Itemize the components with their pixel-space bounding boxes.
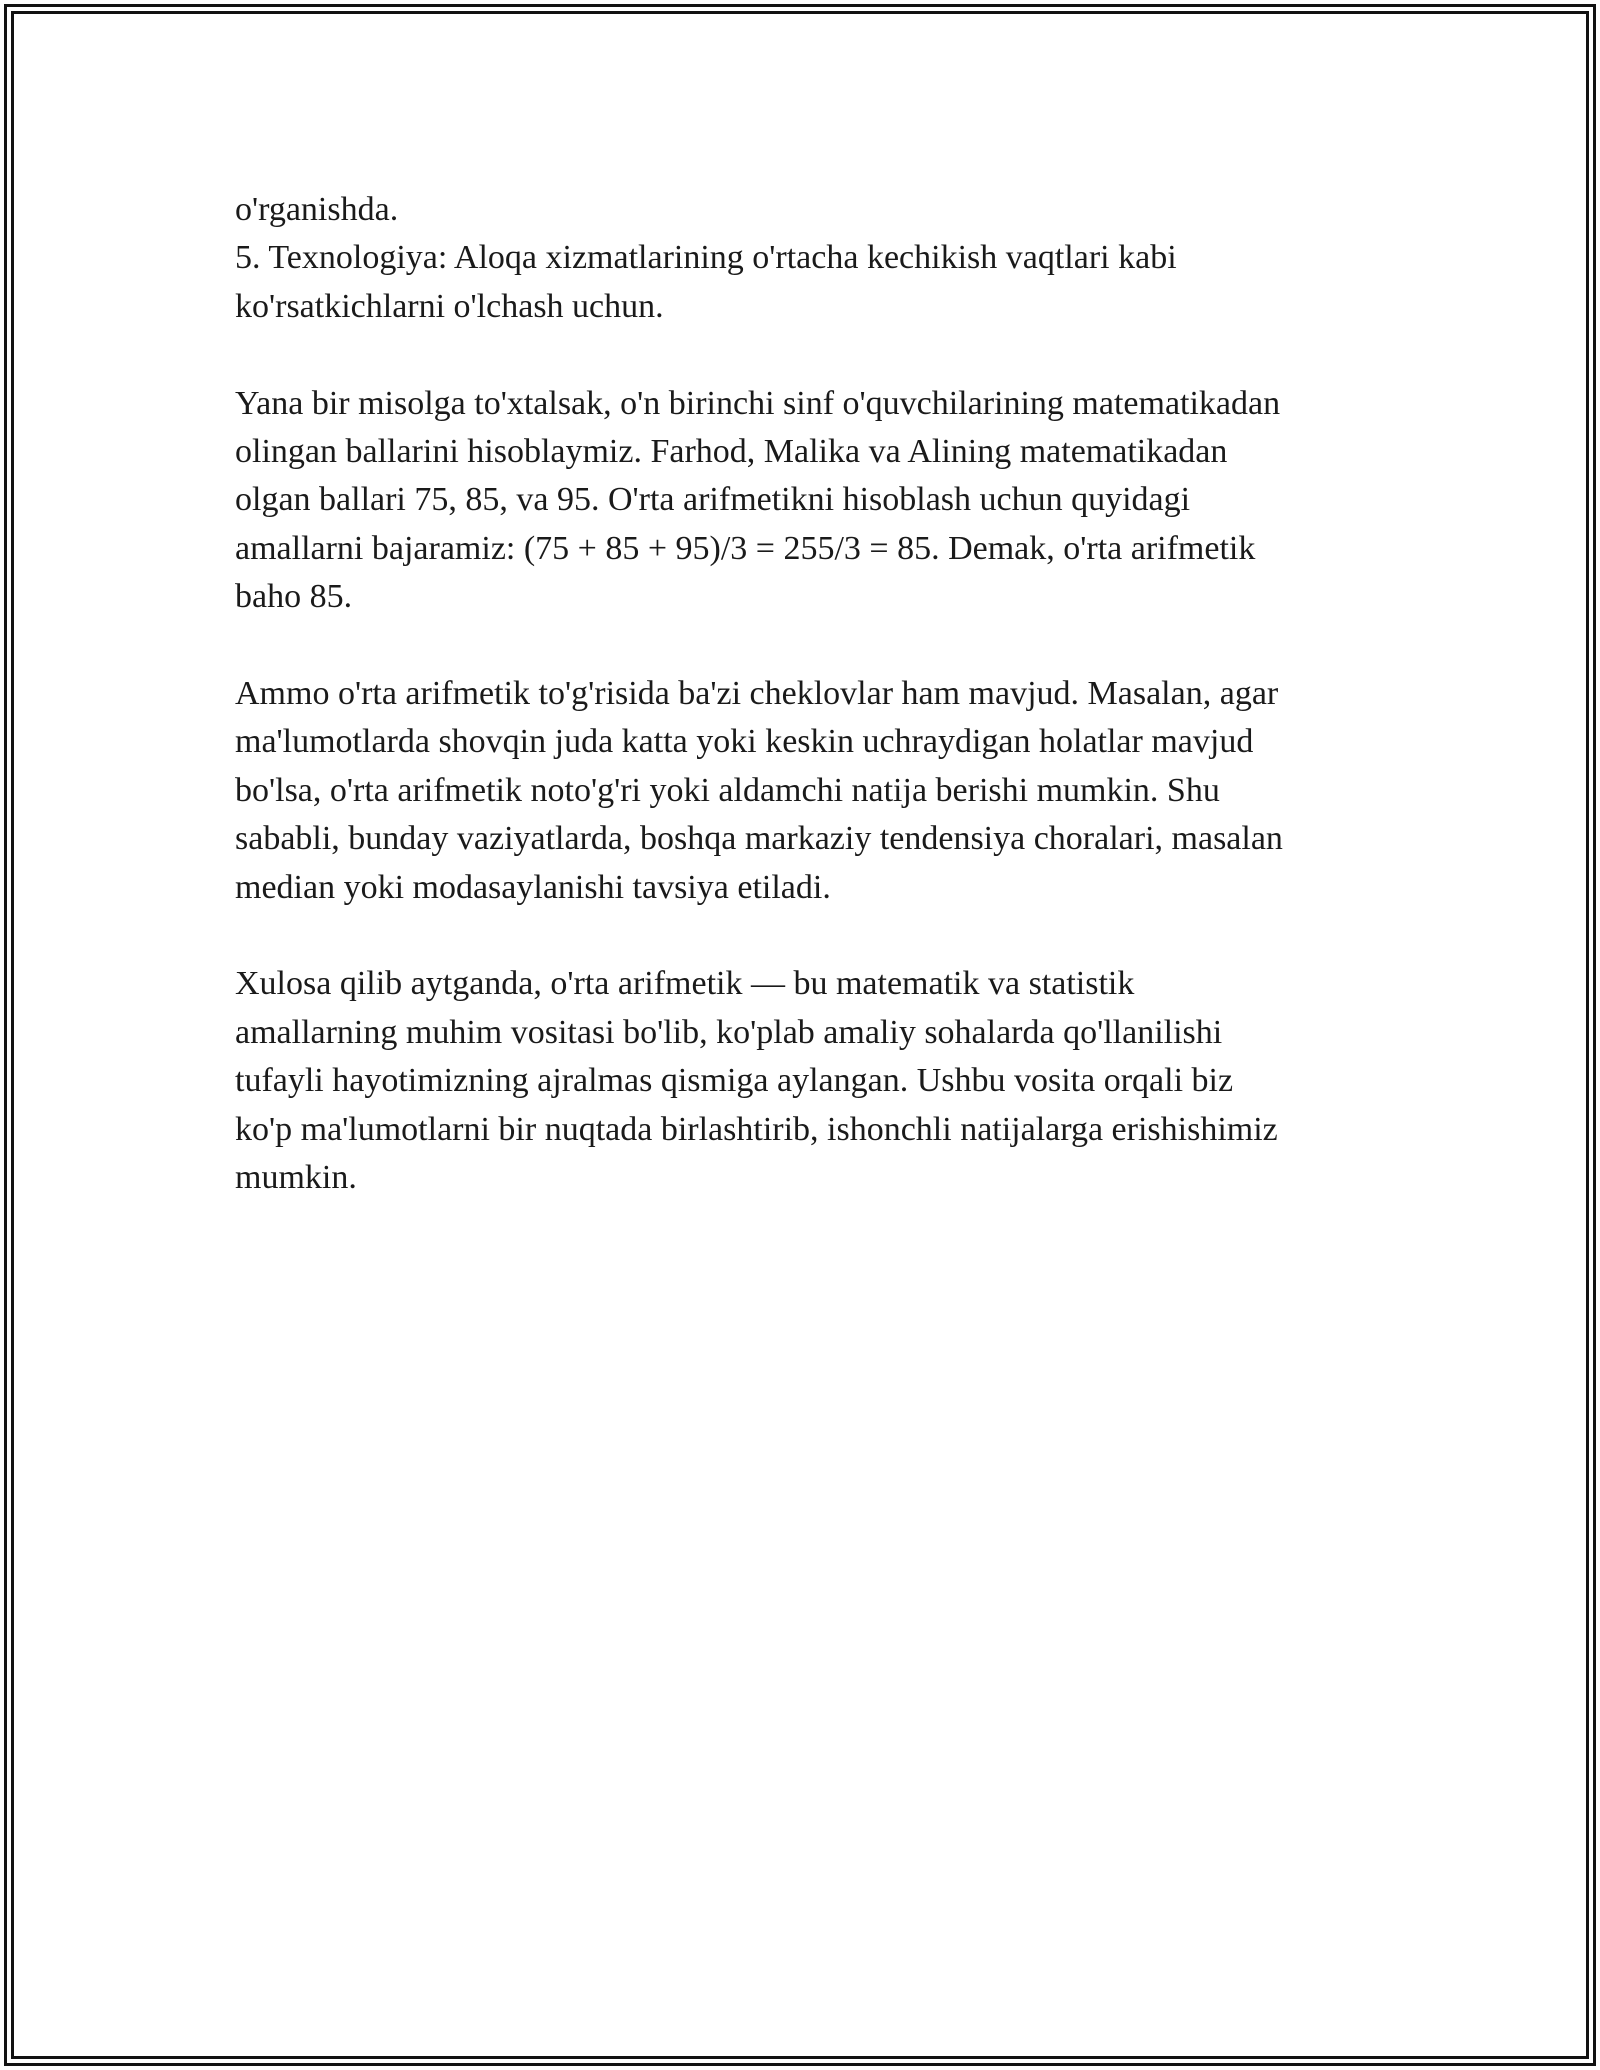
text-line: amallarni bajaramiz: (75 + 85 + 95)/3 = 255/3 = 85. Demak, o'rta arifmetik [235, 529, 1256, 567]
text-line: amallarning muhim vositasi bo'lib, ko'plab amaliy sohalarda qo'llanilishi [235, 1013, 1223, 1051]
text-line: 5. Texnologiya: Aloqa xizmatlarining o'rtacha kechikish vaqtlari kabi [235, 239, 1177, 277]
document-body [235, 186, 1395, 1251]
text-line: Yana bir misolga to'xtalsak, o'n birinchi sinf o'quvchilarining matematikadan [235, 384, 1281, 422]
paragraph-1 [235, 186, 1395, 331]
text-line: baho 85. [235, 578, 353, 616]
text-line: olgan ballari 75, 85, va 95. O'rta arifmetikni hisoblash uchun quyidagi [235, 481, 1191, 519]
paragraph-4 [235, 960, 1395, 1202]
text-line: median yoki modasaylanishi tavsiya etiladi. [235, 868, 831, 906]
text-line: olingan ballarini hisoblaymiz. Farhod, Malika va Alining matematikadan [235, 433, 1228, 471]
text-line: tufayli hayotimizning ajralmas qismiga aylangan. Ushbu vosita orqali biz [235, 1062, 1234, 1100]
text-line: sababli, bunday vaziyatlarda, boshqa markaziy tendensiya choralari, masalan [235, 820, 1283, 858]
text-line: bo'lsa, o'rta arifmetik noto'g'ri yoki aldamchi natija berishi mumkin. Shu [235, 771, 1220, 809]
paragraph-3 [235, 670, 1395, 912]
text-line: o'rganishda. [235, 191, 399, 228]
text-line: ma'lumotlarda shovqin juda katta yoki keskin uchraydigan holatlar mavjud [235, 723, 1254, 761]
text-line: ko'p ma'lumotlarni bir nuqtada birlashtirib, ishonchli natijalarga erishishimiz [235, 1110, 1278, 1148]
text-line: ko'rsatkichlarni o'lchash uchun. [235, 287, 664, 325]
text-line: mumkin. [235, 1159, 357, 1197]
text-line: Xulosa qilib aytganda, o'rta arifmetik — bu matematik va statistik [235, 965, 1135, 1003]
paragraph-2 [235, 380, 1395, 622]
text-line: Ammo o'rta arifmetik to'g'risida ba'zi cheklovlar ham mavjud. Masalan, agar [235, 675, 1279, 713]
